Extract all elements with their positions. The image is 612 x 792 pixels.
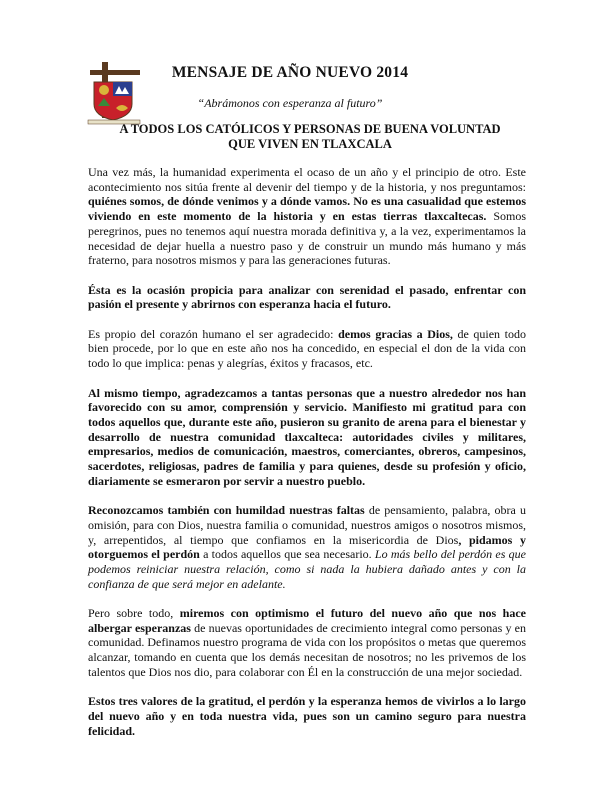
bold-run: , pidamos y otorguemos el perdón	[88, 532, 526, 562]
paragraph-6	[88, 606, 526, 680]
document-subtitle: “Abrámonos con esperanza al futuro”	[197, 96, 383, 110]
addressee-heading	[100, 122, 520, 152]
text-run: Pero sobre todo,	[88, 606, 180, 621]
message-body	[88, 165, 526, 753]
bold-run: Ésta es la ocasión propicia para analizar con serenidad el pasado, enfrentar con pasión el presente y abrirnos con esperanza hacia el futuro.	[88, 282, 526, 312]
text-run: de pensamiento, palabra, obra u omisión, para con Dios, nuestra familia o comunidad, nuestros amigos o nosotros mismos, y, arrepentidos, al tiempo que confiamos en la misericordia de Dios	[88, 503, 526, 547]
text-run: Es propio del corazón humano el ser agradecido:	[88, 326, 339, 341]
coat-of-arms-icon	[84, 60, 144, 126]
text-run: Una vez más, la humanidad experimenta el ocaso de un año y el principio de otro. Este acontecimiento nos sitúa frente al devenir del tiempo y de la historia, y nos preguntamos:	[88, 165, 526, 194]
bold-run: miremos con optimismo el futuro del nuevo año que nos hace albergar esperanzas	[88, 606, 526, 635]
paragraph-1	[88, 165, 526, 268]
text-run: de quien todo bien procede, por lo que en este año nos ha concedido, en especial el don de la vida con todo lo que implica: penas y alegrías, éxitos y fracasos, etc.	[88, 326, 526, 371]
paragraph-3	[88, 327, 526, 371]
paragraph-4	[88, 386, 526, 489]
bold-run: Al mismo tiempo, agradezcamos a tantas personas que a nuestro alrededor nos han favorecido con su amor, comprensión y servicio. Manifiesto mi gratitud para con todos aquellos que, durante este año, pusieron su granito de arena para el bienestar y desarrollo de nuestra comunidad tlaxcalteca: autoridades civiles y militares, empresarios, medios de comunicación, maestros, comerciantes, obreros, campesinos, sacerdotes, religiosas, padres de familia y para quienes, desde su profesión y oficio, diariamente se esmeraron por servir a nuestro pueblo.	[88, 385, 526, 488]
paragraph-2	[88, 283, 526, 312]
heading-line-1: A TODOS LOS CATÓLICOS Y PERSONAS DE BUENA VOLUNTAD	[119, 122, 501, 136]
bold-run: Estos tres valores de la gratitud, el perdón y la esperanza hemos de vivirlos a lo largo del nuevo año y en toda nuestra vida, pues son un camino seguro para nuestra felicidad.	[88, 694, 526, 738]
bold-run: Reconozcamos también con humildad nuestras faltas	[88, 503, 365, 518]
document-title: MENSAJE DE AÑO NUEVO 2014	[171, 64, 409, 81]
text-run: Somos peregrinos, pues no tenemos aquí nuestra morada definitiva y, a la vez, experimentamos la necesidad de dejar huella a nuestro paso y de construir un mundo más humano y más fraterno, para nosotros mismos y para las generaciones futuras.	[88, 209, 527, 268]
paragraph-5	[88, 503, 526, 591]
text-run: de nuevas oportunidades de crecimiento integral como personas y en comunidad. Definamos nuestro programa de vida con los propósitos o metas que queremos alcanzar, tomando en cuenta que los demás necesitan de nosotros; no les privemos de los talentos que Dios nos dio, para colaborar con Él en la construcción de una mejor sociedad.	[88, 620, 526, 679]
italic-run: Lo más bello del perdón es que podemos reiniciar nuestra relación, como si nada la hubiera dañado antes y con la confianza de que será mejor en adelante.	[88, 547, 526, 591]
heading-line-2: QUE VIVEN EN TLAXCALA	[228, 137, 392, 151]
bold-run: quiénes somos, de dónde venimos y a dónde vamos. No es una casualidad que estemos viviendo en este momento de la historia y en estas tierras tlaxcaltecas.	[88, 194, 526, 224]
text-run: a todos aquellos que sea necesario.	[199, 547, 375, 562]
bold-run: demos gracias a Dios,	[338, 326, 453, 341]
paragraph-7	[88, 694, 526, 738]
